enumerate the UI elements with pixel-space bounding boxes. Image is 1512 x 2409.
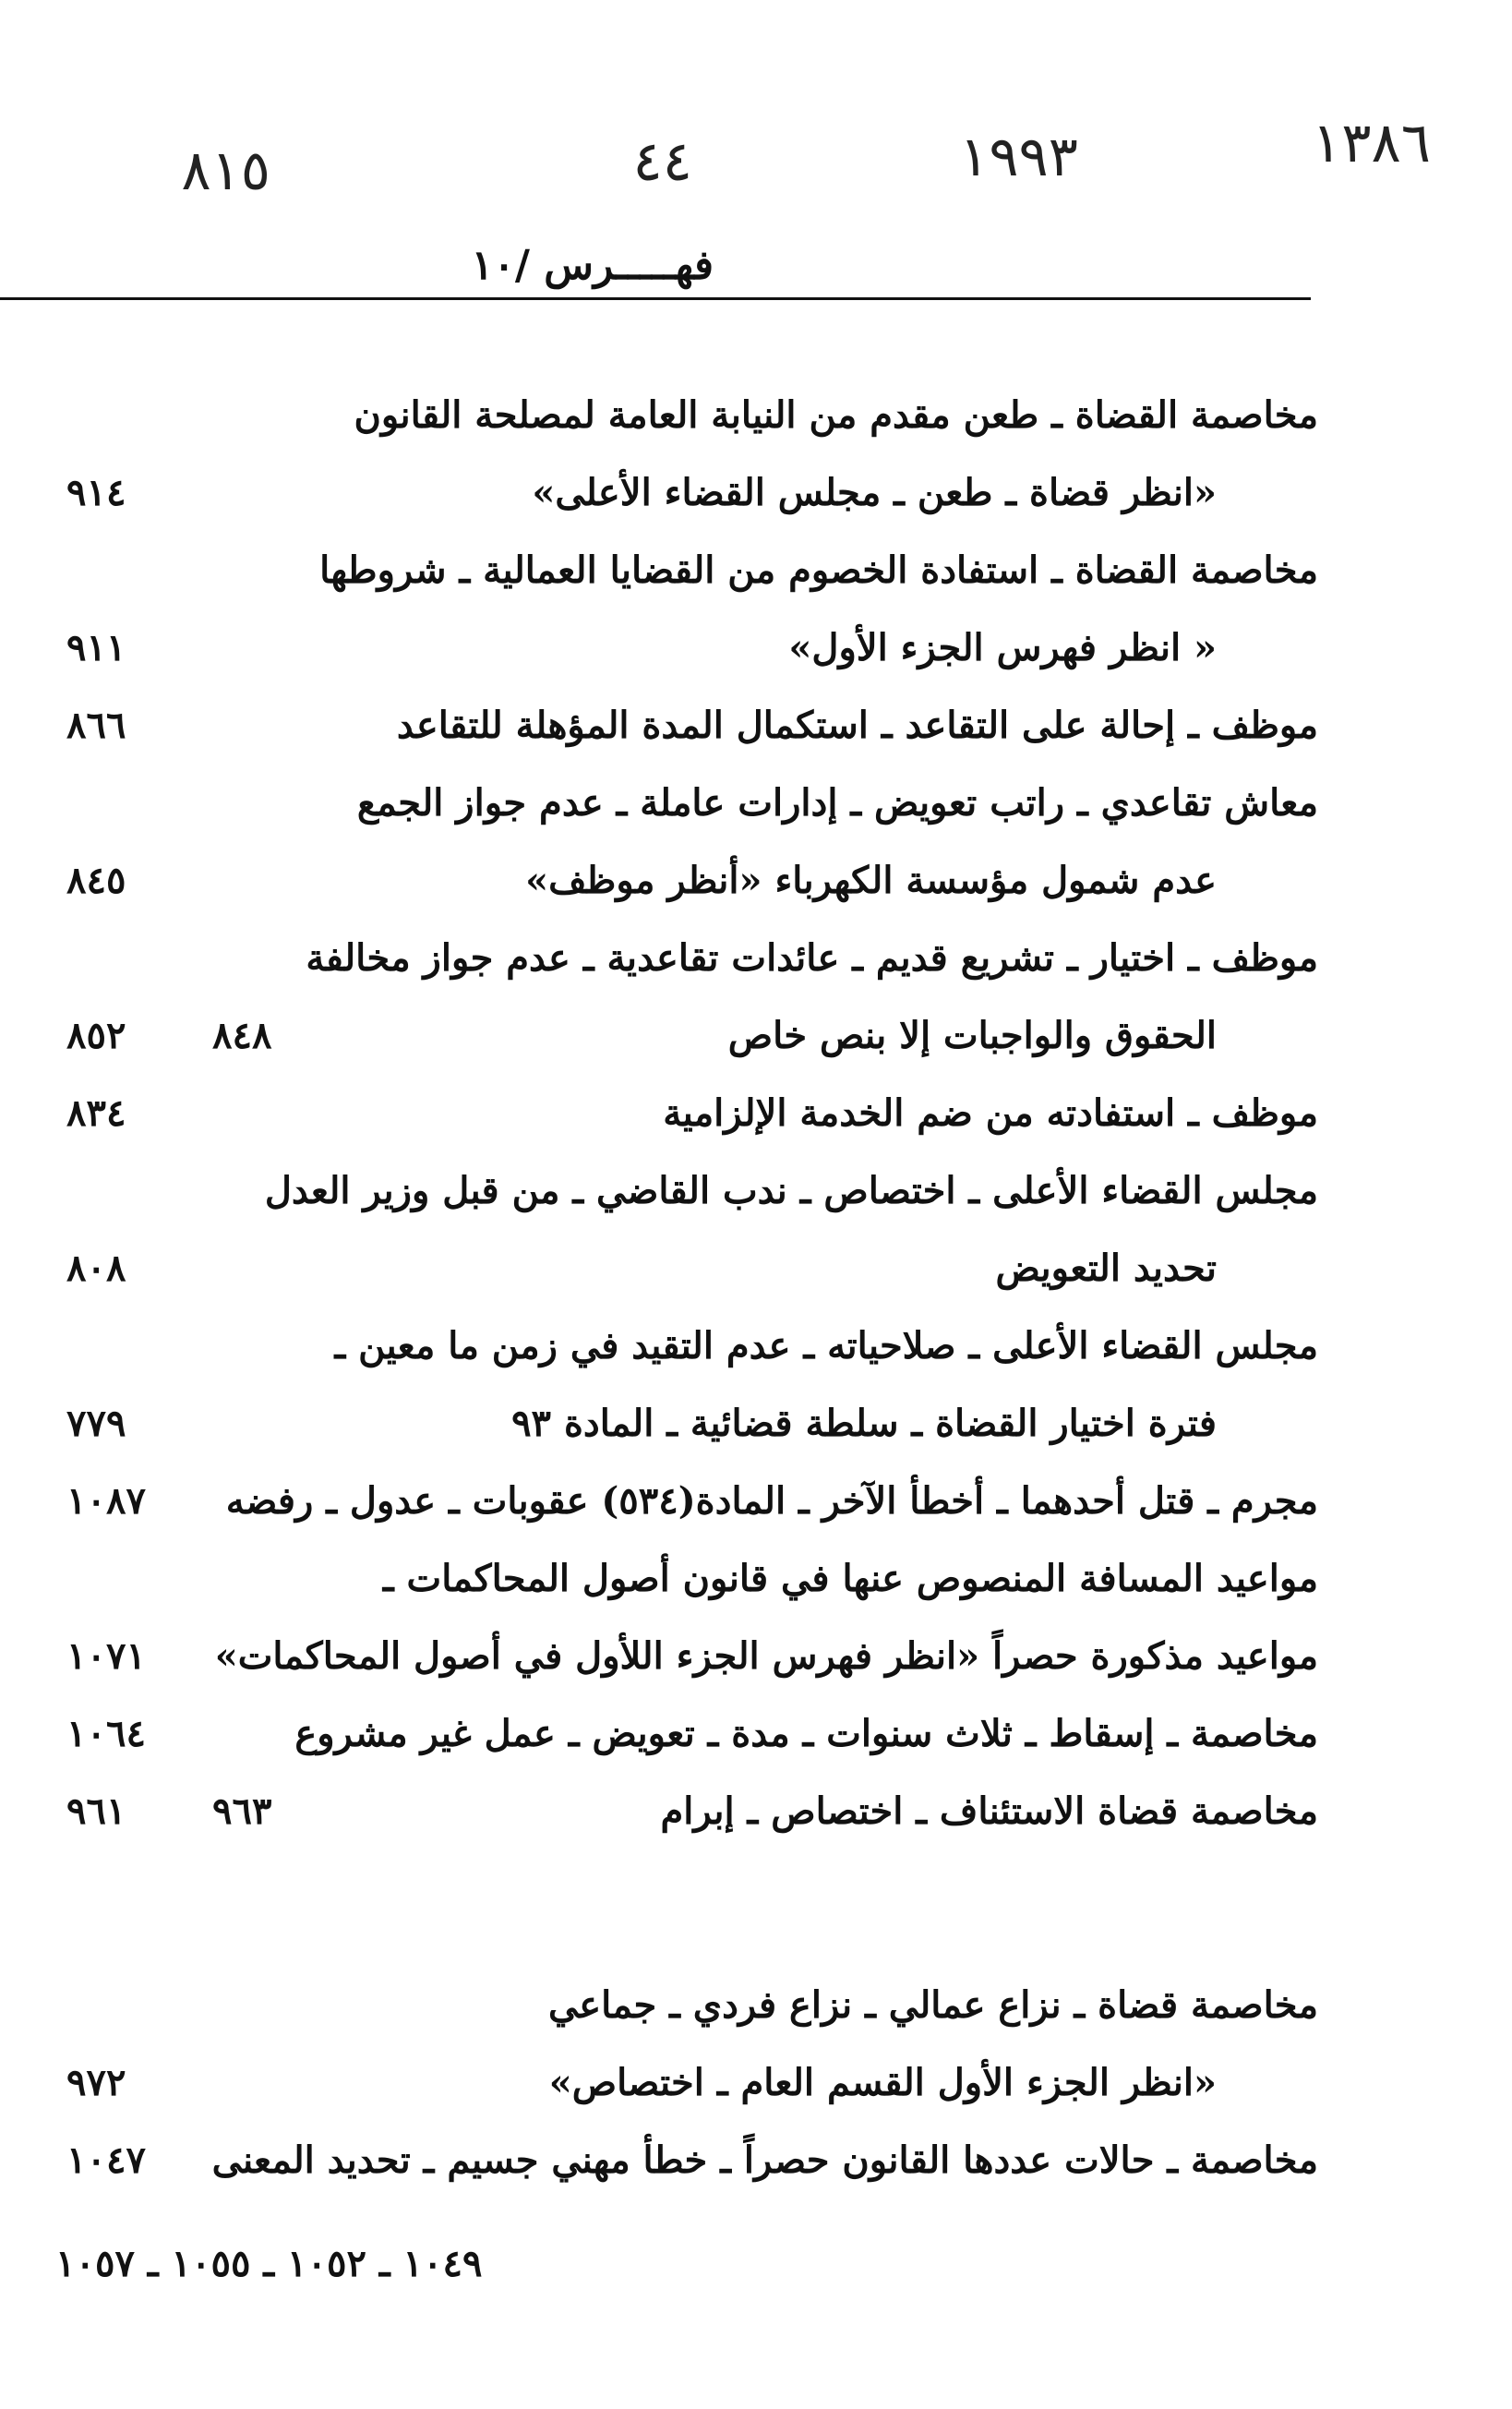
index-entry <box>0 1385 1512 1463</box>
handwritten-mark: ١٣٨٦ <box>1312 111 1431 175</box>
entry-text: مواعيد مذكورة حصراً «انظر فهرس الجزء اللأول في أصول المحاكمات» <box>214 1634 1318 1678</box>
index-entry <box>0 842 1512 920</box>
entry-text: مخاصمة القضاة ـ طعن مقدم من النيابة العامة لمصلحة القانون <box>354 393 1318 437</box>
entry-text: مجلس القضاء الأعلى ـ صلاحياته ـ عدم التقيد في زمن ما معين ـ <box>334 1324 1318 1367</box>
page-number: ٩٦١ <box>66 1789 126 1833</box>
page-number: ١٠٧١ <box>66 1634 146 1678</box>
handwritten-mark: ٨١٥ <box>181 139 270 203</box>
page-number: ٨٦٦ <box>66 704 126 747</box>
index-entry <box>0 687 1512 765</box>
index-entry <box>0 1307 1512 1385</box>
index-entry <box>0 1695 1512 1773</box>
index-entry <box>0 1152 1512 1230</box>
page-number: ١٠٨٧ <box>66 1479 146 1523</box>
entry-text: «انظر الجزء الأول القسم العام ـ اختصاص» <box>548 2061 1217 2104</box>
page-number: ٩٧٢ <box>66 2061 126 2104</box>
handwritten-mark: ١٩٩٣ <box>959 125 1078 189</box>
page-number: ٩١١ <box>66 626 126 669</box>
index-entry <box>0 1773 1512 1850</box>
page-number: ٨٠٨ <box>66 1247 126 1290</box>
index-entry <box>0 532 1512 609</box>
entry-text: « انظر فهرس الجزء الأول» <box>788 626 1217 669</box>
page-number: ٩٦٣ <box>212 1789 272 1833</box>
index-entry <box>0 1463 1512 1540</box>
page-number: ٨٥٢ <box>66 1014 126 1057</box>
page-number: ٨٤٥ <box>66 859 126 902</box>
page-number: ٨٣٤ <box>66 1091 126 1135</box>
entry-text: موظف ـ اختيار ـ تشريع قديم ـ عائدات تقاعدية ـ عدم جواز مخالفة <box>306 936 1318 980</box>
entry-text: مواعيد المسافة المنصوص عنها في قانون أصول المحاكمات ـ <box>382 1557 1318 1600</box>
entry-text: مخاصمة ـ إسقاط ـ ثلاث سنوات ـ مدة ـ تعويض ـ عمل غير مشروع <box>294 1712 1318 1755</box>
index-entry <box>0 454 1512 532</box>
entry-text: مخاصمة ـ حالات عددها القانون حصراً ـ خطأ مهني جسيم ـ تحديد المعنى <box>211 2138 1318 2182</box>
page-title: فهـــــرس /١٠ <box>471 242 714 289</box>
page-number: ٧٧٩ <box>66 1402 126 1445</box>
index-entry <box>0 609 1512 687</box>
entry-text: «انظر قضاة ـ طعن ـ مجلس القضاء الأعلى» <box>532 471 1217 514</box>
handwritten-mark: ٤٤ <box>632 129 692 194</box>
entry-text: مجلس القضاء الأعلى ـ اختصاص ـ ندب القاضي ـ من قبل وزير العدل <box>264 1169 1318 1212</box>
entry-text: مخاصمة القضاة ـ استفادة الخصوم من القضايا العمالية ـ شروطها <box>319 548 1318 592</box>
index-entry <box>0 997 1512 1075</box>
entry-text: معاش تقاعدي ـ راتب تعويض ـ إدارات عاملة ـ عدم جواز الجمع <box>356 781 1318 825</box>
entry-text: موظف ـ إحالة على التقاعد ـ استكمال المدة المؤهلة للتقاعد <box>396 704 1318 747</box>
index-entry <box>0 2044 1512 2122</box>
index-entry <box>0 1618 1512 1695</box>
page-number: ٩١٤ <box>66 471 126 514</box>
index-entry <box>0 920 1512 997</box>
index-entry <box>0 765 1512 842</box>
index-entry <box>0 1230 1512 1307</box>
page-number: ٨٤٨ <box>212 1014 272 1057</box>
index-entry <box>0 1967 1512 2044</box>
entry-text: مجرم ـ قتل أحدهما ـ أخطأ الآخر ـ المادة(٥٣٤) عقوبات ـ عدول ـ رفضه <box>225 1479 1318 1523</box>
index-entry <box>0 377 1512 454</box>
entry-text: مخاصمة قضاة ـ نزاع عمالي ـ نزاع فردي ـ جماعي <box>547 1983 1318 2027</box>
entry-text: تحديد التعويض <box>995 1247 1217 1290</box>
entry-text: موظف ـ استفادته من ضم الخدمة الإلزامية <box>663 1091 1318 1135</box>
page-number-continuation: ١٠٤٩ ـ ١٠٥٢ ـ ١٠٥٥ ـ ١٠٥٧ <box>55 2242 483 2285</box>
entry-text: عدم شمول مؤسسة الكهرباء «أنظر موظف» <box>525 859 1217 902</box>
header-divider <box>0 297 1311 300</box>
page-number: ١٠٤٧ <box>66 2138 146 2182</box>
page-number: ١٠٦٤ <box>66 1712 146 1755</box>
index-entry <box>0 1075 1512 1152</box>
index-entry <box>0 2122 1512 2199</box>
entry-text: فترة اختيار القضاة ـ سلطة قضائية ـ المادة ٩٣ <box>511 1402 1217 1445</box>
entry-text: مخاصمة قضاة الاستئناف ـ اختصاص ـ إبرام <box>660 1789 1318 1833</box>
index-entry <box>0 1540 1512 1618</box>
entry-text: الحقوق والواجبات إلا بنص خاص <box>727 1014 1217 1057</box>
